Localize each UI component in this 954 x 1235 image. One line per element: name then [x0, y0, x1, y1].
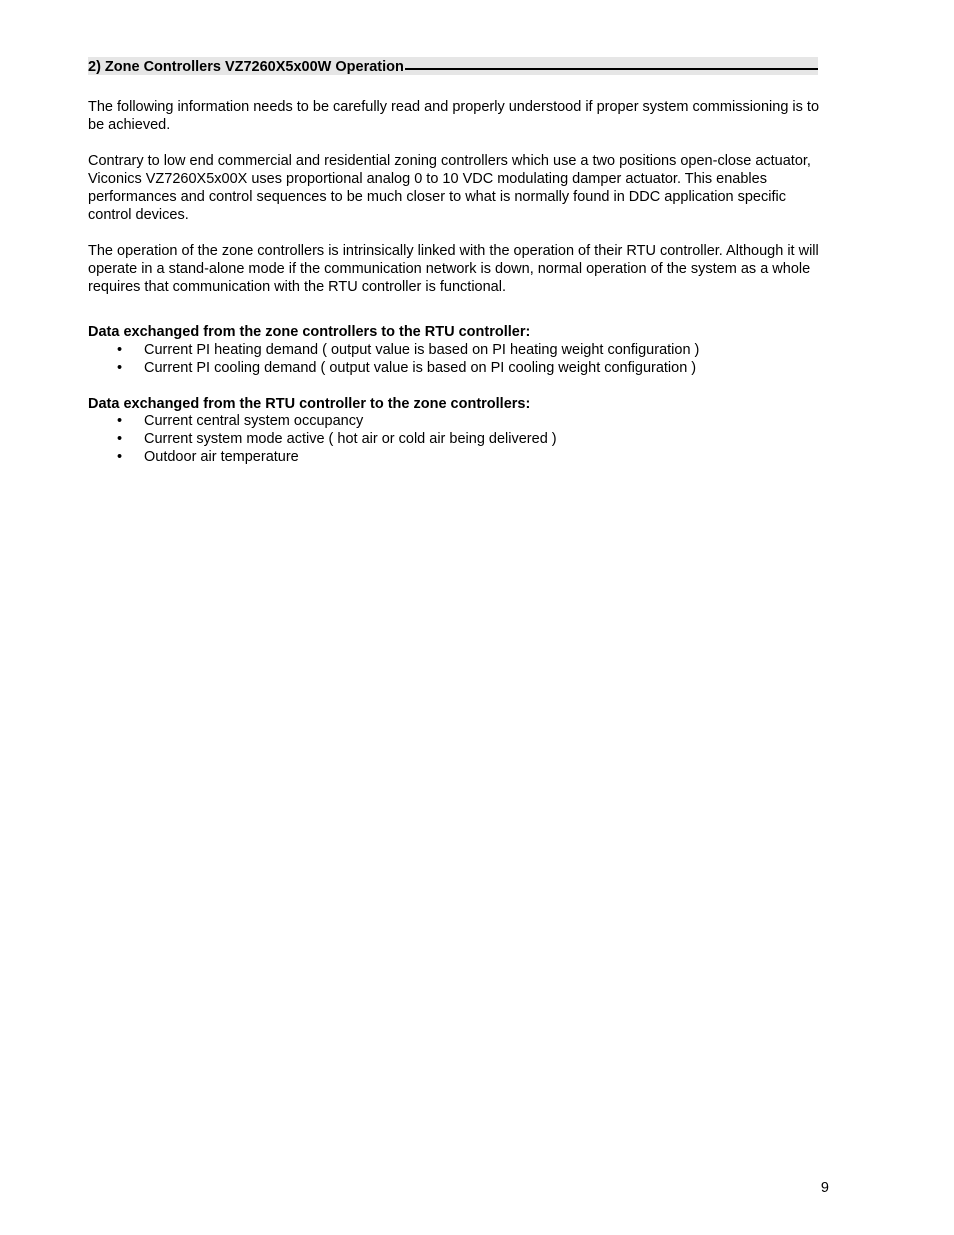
zone-to-rtu-heading: Data exchanged from the zone controllers to the RTU controller: [88, 324, 531, 340]
paragraph-actuator: Contrary to low end commercial and residential zoning controllers which use a two positions open-close actuator, Viconics VZ7260X5x00X uses proportional analog 0 to 10 VDC modulating damper actuator. This enables performances and control sequences to be much closer to what is normally found in DDC application specific control devices. [88, 153, 811, 223]
list-item-text: Current PI cooling demand ( output value is based on PI cooling weight configuration ) [144, 360, 697, 376]
list-item-text: Current central system occupancy [144, 413, 364, 429]
rtu-to-zone-heading: Data exchanged from the RTU controller to the zone controllers: [88, 396, 531, 412]
rtu-to-zone-list [88, 412, 557, 466]
bullet-icon: • [117, 431, 123, 447]
list-item [88, 430, 557, 448]
bullet-icon: • [117, 413, 123, 429]
paragraph-intro: The following information needs to be carefully read and properly understood if proper system commissioning is to be achieved. [88, 99, 820, 133]
list-item-text: Outdoor air temperature [144, 449, 299, 465]
list-item [88, 412, 557, 430]
list-item-text: Current system mode active ( hot air or cold air being delivered ) [144, 431, 557, 447]
bullet-icon: • [117, 360, 123, 376]
paragraph-operation: The operation of the zone controllers is intrinsically linked with the operation of their RTU controller. Although it will operate in a stand-alone mode if the communication network is down, normal operation of the system as a whole requires that communication with the RTU controller is functional. [88, 243, 819, 295]
bullet-icon: • [117, 342, 123, 358]
page-number: 9 [820, 1180, 829, 1196]
heading-rule [405, 68, 818, 70]
section-heading-text: 2) Zone Controllers VZ7260X5x00W Operation [88, 59, 404, 75]
bullet-icon: • [117, 449, 123, 465]
list-item-text: Current PI heating demand ( output value is based on PI heating weight configuration ) [144, 342, 700, 358]
list-item [88, 448, 557, 466]
list-item [88, 359, 699, 377]
list-item [88, 341, 699, 359]
section-heading [88, 57, 818, 75]
zone-to-rtu-list [88, 341, 699, 377]
